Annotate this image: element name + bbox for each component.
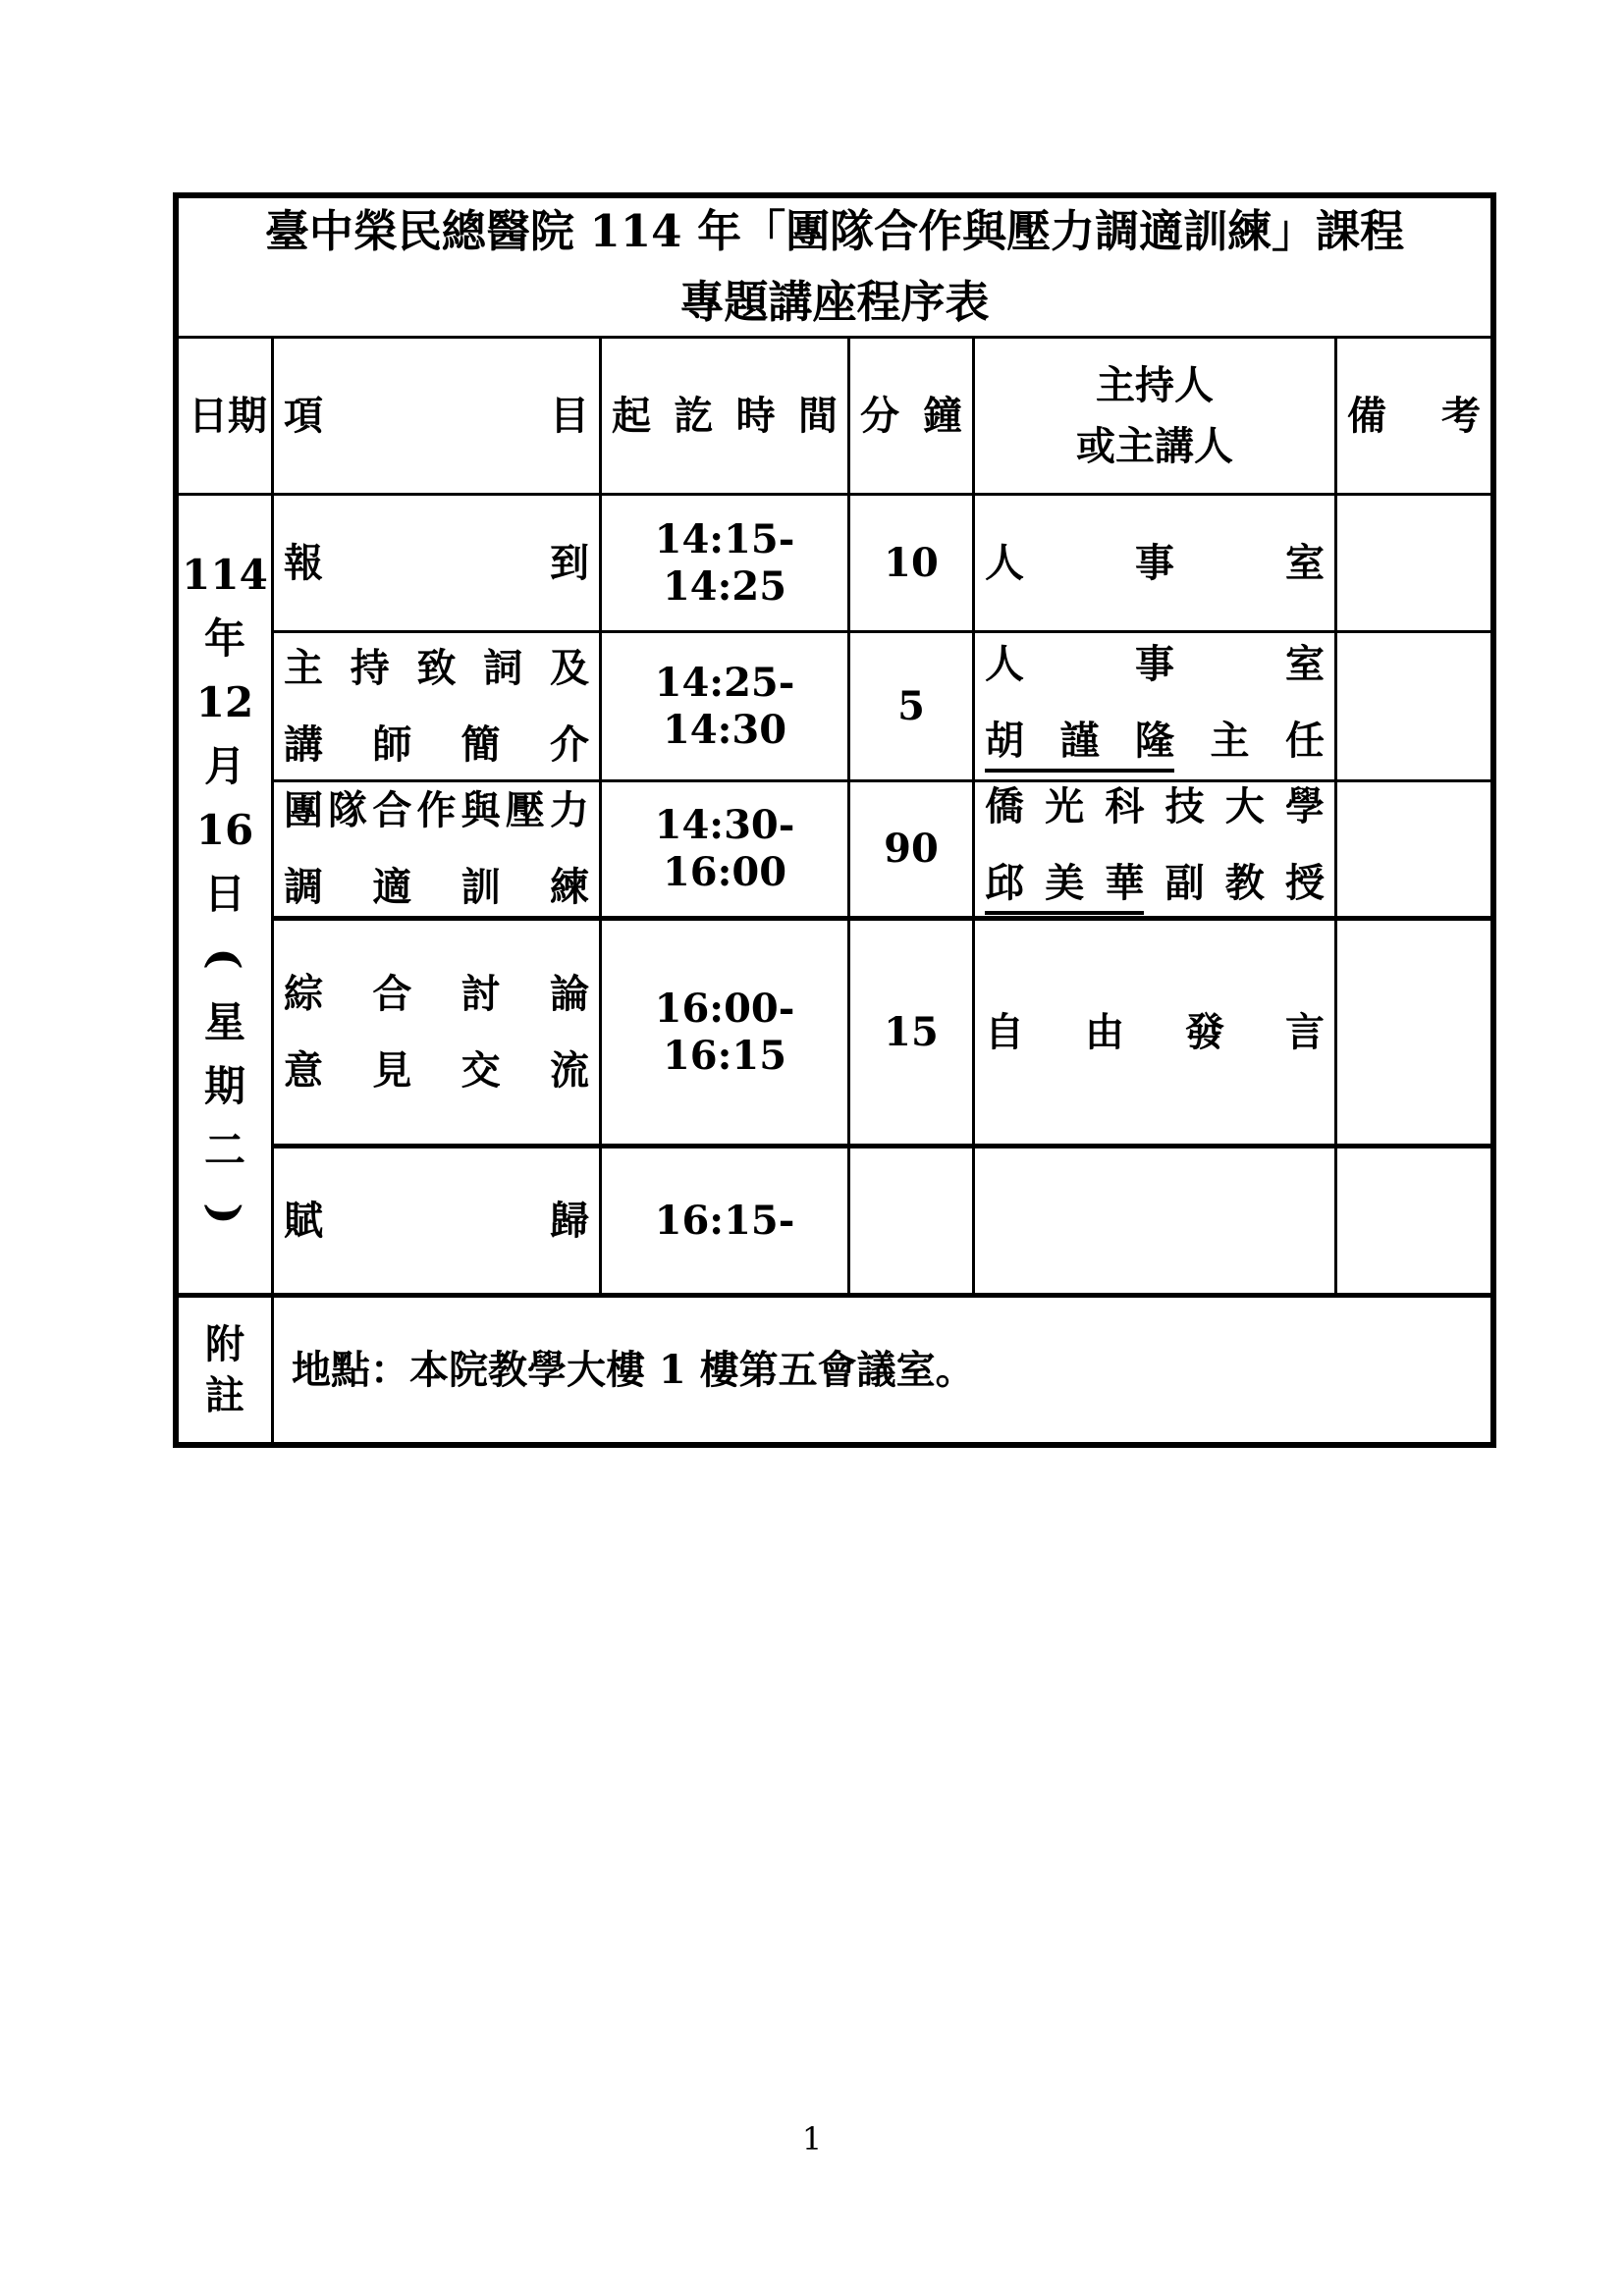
row-4-item-cell: 綜 合 討 論 意 見 交 流 [274, 921, 602, 1148]
row-2-host-name-line: 胡 謹 隆 主 任 [985, 718, 1325, 773]
table-title-cell [179, 198, 1490, 339]
date-month-number: 12 [195, 678, 254, 727]
date-year-char: 年 [203, 614, 245, 664]
table-title-line-1: 臺中榮民總醫院 114 年「團隊合作與壓力調適訓練」課程 [264, 205, 1405, 257]
column-header-host: 主持人 或主講人 [975, 339, 1337, 496]
row-3-host-name-line: 邱 美 華 副 教 授 [985, 860, 1325, 915]
row-4-minutes-cell: 15 [850, 921, 975, 1148]
schedule-table [173, 192, 1496, 1448]
row-1-item-cell: 報 到 [274, 496, 602, 633]
row-2-time-cell: 14:25-14:30 [602, 633, 850, 782]
row-4-host-cell: 自 由 發 言 [975, 921, 1337, 1148]
row-2-remarks-cell [1337, 633, 1490, 782]
row-3-item-cell: 團 隊 合 作 與 壓 力 調 適 訓 練 [274, 782, 602, 921]
column-header-remarks: 備 考 [1337, 339, 1490, 496]
date-day-char: 日 [203, 870, 245, 919]
row-5-time-cell: 16:15- [602, 1148, 850, 1298]
underlined-host-name: 胡 謹 隆 [985, 718, 1174, 773]
row-3-host-cell: 僑 光 科 技 大 學 邱 美 華 副 教 授 [975, 782, 1337, 921]
row-1-minutes-cell: 10 [850, 496, 975, 633]
row-3-time-cell: 14:30-16:00 [602, 782, 850, 921]
date-cell [179, 496, 274, 1298]
close-paren-vertical: ) [200, 1202, 249, 1225]
row-1-time-cell: 14:15-14:25 [602, 496, 850, 633]
open-paren-vertical: ( [200, 946, 249, 970]
row-4-remarks-cell [1337, 921, 1490, 1148]
row-5-host-cell [975, 1148, 1337, 1298]
weekday-char-3: 二 [203, 1125, 245, 1174]
weekday-char-1: 星 [203, 997, 245, 1046]
notes-content-cell [274, 1298, 1490, 1442]
row-4-time-cell: 16:00-16:15 [602, 921, 850, 1148]
row-2-minutes-cell: 5 [850, 633, 975, 782]
row-3-remarks-cell [1337, 782, 1490, 921]
notes-label-cell [179, 1298, 274, 1442]
row-2-host-cell: 人 事 室 胡 謹 隆 主 任 [975, 633, 1337, 782]
table-title-line-2: 專題講座程序表 [679, 276, 990, 328]
row-3-minutes-cell: 90 [850, 782, 975, 921]
underlined-speaker-name: 邱 美 華 [985, 860, 1144, 915]
date-day-number: 16 [195, 806, 254, 855]
row-2-item-cell: 主 持 致 詞 及 講 師 簡 介 [274, 633, 602, 782]
weekday-char-2: 期 [203, 1061, 245, 1110]
date-month-char: 月 [203, 742, 245, 791]
notes-location-text: 地點：本院教學大樓 1 樓第五會議室。 [292, 1346, 975, 1393]
column-header-item: 項 目 [274, 339, 602, 496]
row-5-remarks-cell [1337, 1148, 1490, 1298]
row-1-remarks-cell [1337, 496, 1490, 633]
column-header-date: 日 期 [179, 339, 274, 496]
column-header-minutes: 分 鐘 [850, 339, 975, 496]
row-5-minutes-cell [850, 1148, 975, 1298]
page-number: 1 [801, 2120, 823, 2158]
row-1-host-cell: 人 事 室 [975, 496, 1337, 633]
row-5-item-cell: 賦 歸 [274, 1148, 602, 1298]
column-header-time: 起 訖 時 間 [602, 339, 850, 496]
date-year-number: 114 [182, 550, 268, 599]
notes-label-char-2: 註 [205, 1371, 244, 1418]
notes-label-char-1: 附 [205, 1320, 244, 1367]
